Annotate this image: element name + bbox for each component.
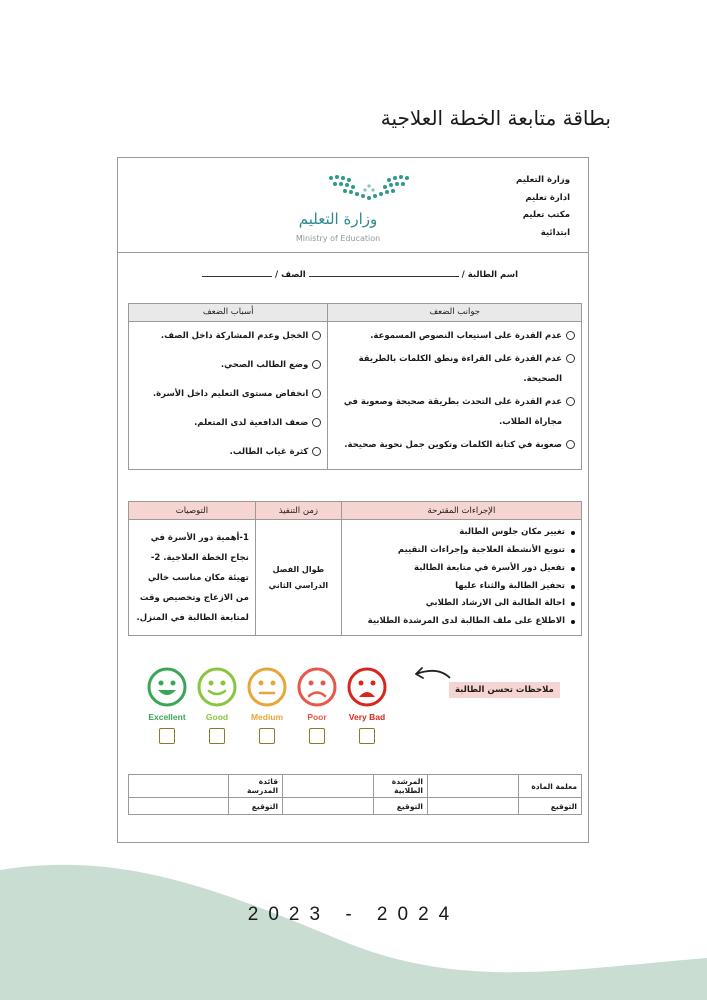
procedures-table bbox=[128, 501, 582, 636]
rating-good bbox=[193, 666, 241, 744]
action-item: تنويع الأنشطة العلاجية وإجراءات التقييم bbox=[348, 542, 575, 560]
radio-circle-icon[interactable] bbox=[566, 331, 575, 340]
rating-checkbox[interactable] bbox=[209, 728, 225, 744]
header-line: وزارة التعليم bbox=[516, 175, 570, 185]
actions-cell bbox=[341, 520, 581, 636]
aspects-cell bbox=[328, 322, 582, 470]
logo-english-text: Ministry of Education bbox=[295, 234, 381, 243]
principal-signature-label: التوقيع bbox=[228, 798, 282, 815]
rating-label: Medium bbox=[250, 712, 284, 722]
header-divider bbox=[118, 252, 588, 253]
class-label: الصف / bbox=[275, 270, 306, 280]
cause-option[interactable]: ضعف الدافعية لدى المتعلم. bbox=[135, 413, 321, 433]
logo-dots-icon bbox=[325, 172, 413, 204]
radio-circle-icon[interactable] bbox=[312, 331, 321, 340]
academic-year: 2023 - 2024 bbox=[247, 904, 460, 925]
action-item: تحفيز الطالبة والثناء عليها bbox=[348, 578, 575, 596]
rating-medium bbox=[243, 666, 291, 744]
school-header bbox=[516, 172, 570, 242]
action-item: تفعيل دور الأسرة في متابعة الطالبة bbox=[348, 560, 575, 578]
causes-cell bbox=[129, 322, 328, 470]
aspect-option[interactable]: عدم القدرة على التحدث بطريقة صحيحة وصعوبة في مجاراة الطلاب. bbox=[334, 392, 575, 432]
weakness-table bbox=[128, 303, 582, 470]
time-header: زمن التنفيذ bbox=[255, 502, 341, 520]
causes-header: أسباب الضعف bbox=[129, 304, 328, 322]
rating-checkbox[interactable] bbox=[259, 728, 275, 744]
rating-checkbox[interactable] bbox=[309, 728, 325, 744]
header-line: ابتدائية bbox=[540, 227, 570, 238]
rating-label: Excellent bbox=[148, 712, 186, 722]
radio-circle-icon[interactable] bbox=[566, 354, 575, 363]
student-name-label: اسم الطالبة / bbox=[461, 270, 518, 280]
student-name-field[interactable] bbox=[309, 269, 459, 277]
cause-option[interactable]: انخفاض مستوى التعليم داخل الأسرة. bbox=[135, 384, 321, 404]
page-title: بطاقة متابعة الخطة العلاجية bbox=[380, 106, 611, 130]
teacher-signature-cell[interactable] bbox=[428, 798, 519, 815]
aspect-option[interactable]: صعوبة في كتابة الكلمات وتكوين جمل نحوية صحيحة. bbox=[334, 435, 575, 455]
action-item: احالة الطالبة الى الارشاد الطلابي bbox=[348, 595, 575, 613]
rating-excellent bbox=[143, 666, 191, 744]
teacher-label: معلمة المادة bbox=[518, 775, 581, 798]
student-info-line bbox=[202, 269, 518, 280]
radio-circle-icon[interactable] bbox=[312, 360, 321, 369]
good-face-icon bbox=[196, 666, 238, 708]
radio-circle-icon[interactable] bbox=[312, 447, 321, 456]
aspect-option[interactable]: عدم القدرة على القراءة ونطق الكلمات بالطريقة الصحيحة. bbox=[334, 349, 575, 389]
action-item: الاطلاع على ملف الطالبة لدى المرشدة الطلابية bbox=[348, 613, 575, 631]
rating-poor bbox=[293, 666, 341, 744]
excellent-face-icon bbox=[146, 666, 188, 708]
plan-card bbox=[117, 157, 589, 843]
curved-arrow-icon bbox=[408, 664, 453, 689]
aspects-header: جوانب الضعف bbox=[328, 304, 582, 322]
rating-checkbox[interactable] bbox=[359, 728, 375, 744]
cause-option[interactable]: الخجل وعدم المشاركة داخل الصف. bbox=[135, 326, 321, 346]
aspect-option[interactable]: عدم القدرة على استيعاب النصوص المسموعة. bbox=[334, 326, 575, 346]
rating-scale bbox=[143, 666, 413, 761]
improvement-notes-label: ملاحظات تحسن الطالبة bbox=[449, 682, 560, 698]
very-bad-face-icon bbox=[346, 666, 388, 708]
counselor-name-cell[interactable] bbox=[283, 775, 374, 798]
principal-signature-cell[interactable] bbox=[129, 798, 229, 815]
radio-circle-icon[interactable] bbox=[312, 389, 321, 398]
principal-name-cell[interactable] bbox=[129, 775, 229, 798]
rating-label: Very Bad bbox=[348, 712, 386, 722]
principal-label: قائدة المدرسة bbox=[228, 775, 282, 798]
cause-option[interactable]: وضع الطالب الصحي. bbox=[135, 355, 321, 375]
actions-header: الإجراءات المقترحة bbox=[341, 502, 581, 520]
counselor-signature-cell[interactable] bbox=[283, 798, 374, 815]
counselor-signature-label: التوقيع bbox=[373, 798, 427, 815]
logo-arabic-text: وزارة التعليم bbox=[298, 210, 378, 228]
signature-table bbox=[128, 774, 582, 815]
poor-face-icon bbox=[296, 666, 338, 708]
cause-option[interactable]: كثرة غياب الطالب. bbox=[135, 442, 321, 462]
execution-time: طوال الفصل الدراسي الثاني bbox=[255, 520, 341, 636]
rating-label: Poor bbox=[307, 712, 327, 722]
teacher-signature-label: التوقيع bbox=[518, 798, 581, 815]
header-line: ادارة تعليم bbox=[525, 192, 570, 203]
header-line: مكتب تعليم bbox=[522, 210, 570, 220]
recommendations: 1-أهمية دور الأسرة في نجاح الخطة العلاجية. 2-تهيئة مكان مناسب خالي من الازعاج وتخصيص وقت لمتابعة الطالبة في المنزل. bbox=[129, 520, 256, 636]
radio-circle-icon[interactable] bbox=[566, 440, 575, 449]
class-field[interactable] bbox=[202, 269, 272, 277]
medium-face-icon bbox=[246, 666, 288, 708]
action-item: تغيير مكان جلوس الطالبة bbox=[348, 524, 575, 542]
counselor-label: المرشدة الطلابية bbox=[373, 775, 427, 798]
teacher-name-cell[interactable] bbox=[428, 775, 519, 798]
ministry-logo bbox=[273, 168, 423, 246]
rating-label: Good bbox=[205, 712, 229, 722]
rating-checkbox[interactable] bbox=[159, 728, 175, 744]
recommend-header: التوصيات bbox=[129, 502, 256, 520]
radio-circle-icon[interactable] bbox=[566, 397, 575, 406]
rating-very-bad bbox=[343, 666, 391, 744]
radio-circle-icon[interactable] bbox=[312, 418, 321, 427]
